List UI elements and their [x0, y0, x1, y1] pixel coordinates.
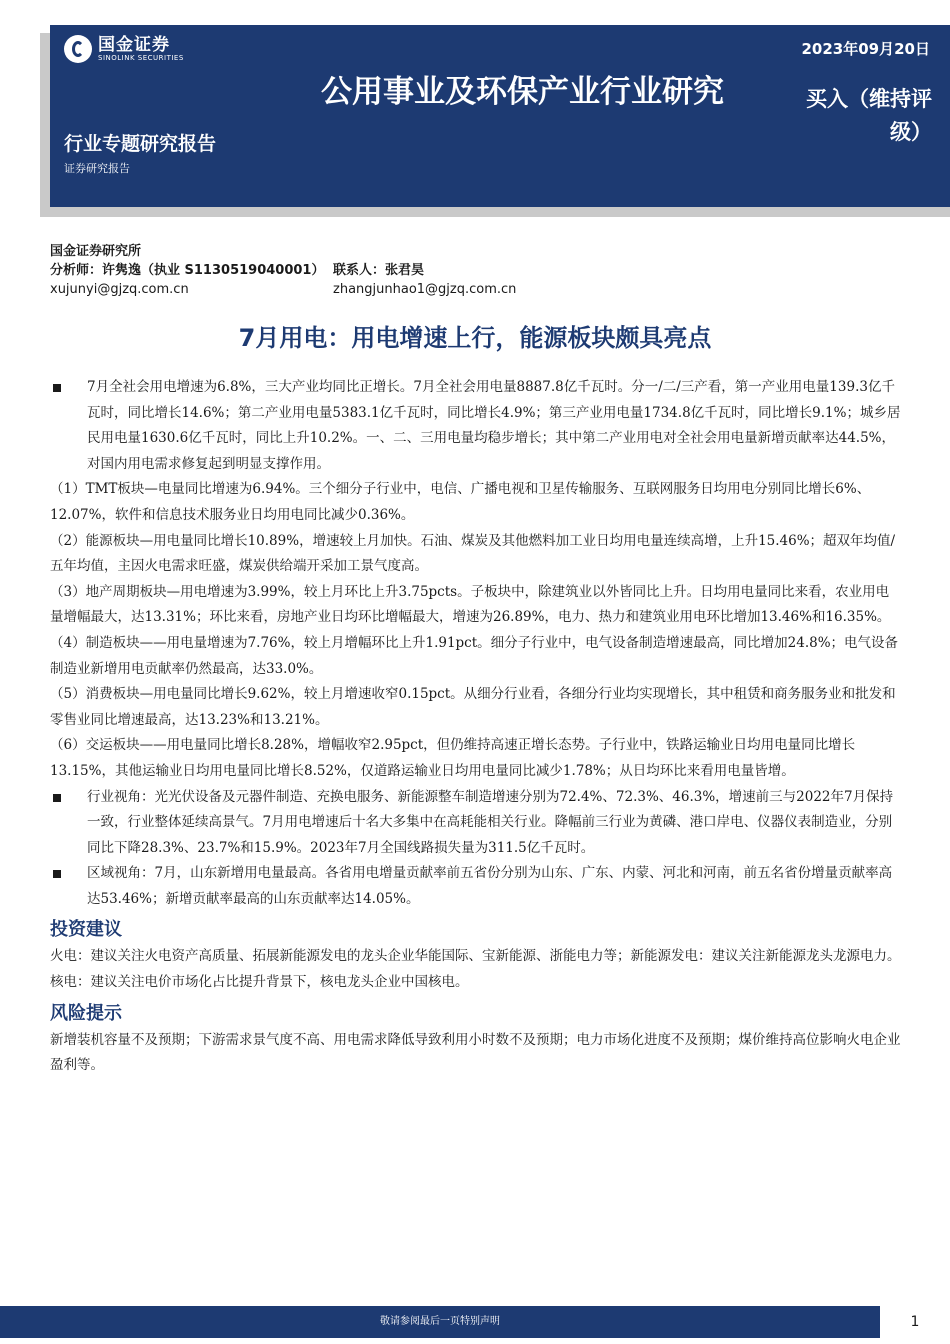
- industry-bullet: [50, 785, 902, 862]
- bullet-square-icon: [53, 794, 61, 802]
- bullet-text: 行业视角：光光伏设备及元器件制造、充换电服务、新能源整车制造增速分别为72.4%、72.3%、46.3%，增速前三与2022年7月保持一致，行业整体延续高景气。7月用电增速后十名大多集中在高耗能相关行业。降幅前三行业为黄磷、港口岸电、仪器仪表制造业，分别同比下降28.3%、23.7%和15.9%。2023年7月全国线路损失量为311.5亿千瓦时。: [87, 788, 894, 856]
- report-date: 2023年09月20日: [801, 40, 930, 58]
- brand-logo: [64, 35, 184, 63]
- headline: 7月用电：用电增速上行，能源板块颇具亮点: [238, 324, 712, 352]
- contact-info: [333, 261, 516, 299]
- contact-email[interactable]: zhangjunhao1@gjzq.com.cn: [333, 282, 517, 297]
- analyst-line: 分析师：许隽逸（执业 S1130519040001）: [50, 263, 325, 278]
- logo-name-cn: 国金证券: [98, 34, 170, 55]
- sector-paragraph-energy: （2）能源板块—用电量同比增长10.89%，增速较上月加快。石油、煤炭及其他燃料加工业日均用电量连续高增，上升15.46%；超双年均值/五年均值，主因火电需求旺盛，煤炭供给端开采加工景气度高。: [50, 532, 896, 575]
- risk-text: 新增装机容量不及预期；下游需求景气度不高、用电需求降低导致利用小时数不及预期；电力市场化进度不及预期；煤价维持高位影响火电企业盈利等。: [50, 1031, 901, 1074]
- contact-line: 联系人：张君昊: [333, 263, 425, 278]
- sector-paragraph-tmt: （1）TMT板块—电量同比增速为6.94%。三个细分子行业中，电信、广播电视和卫星传输服务、互联网服务日均用电分别同比增长6%、12.07%，软件和信息技术服务业日均用电同比减少0.36%。: [50, 481, 871, 523]
- bullet-square-icon: [53, 870, 61, 878]
- summary-bullet: [50, 375, 902, 477]
- sector-paragraph-consumer: （5）消费板块—用电量同比增长9.62%，较上月增速收窄0.15pct。从细分行业看，各细分行业均实现增长，其中租赁和商务服务业和批发和零售业同比增速最高，达13.23%和13.21%。: [50, 686, 896, 728]
- report-title: 公用事业及环保产业行业研究: [321, 74, 724, 110]
- report-subtype: 证券研究报告: [64, 162, 130, 175]
- report-body: [50, 375, 902, 1079]
- report-banner: [50, 25, 950, 207]
- sector-paragraph-property: （3）地产周期板块—用电增速为3.99%，较上月环比上升3.75pcts。子板块中，除建筑业以外皆同比上升。日均用电量同比来看，农业用电量增幅最大，达13.31%；环比来看，房地产业日均环比增幅最大，增速为26.89%，电力、热力和建筑业用电环比增加13.46%和16.35%。: [50, 583, 891, 626]
- sector-paragraph-transport: （6）交运板块——用电量同比增长8.28%，增幅收窄2.95pct，但仍维持高速正增长态势。子行业中，铁路运输业日均用电量同比增长13.15%，其他运输业日均用电量同比增长8.52%，仅道路运输业日均用电量同比减少1.78%；从日均环比来看用电量皆增。: [50, 737, 856, 779]
- footer-notice: 敬请参阅最后一页特别声明: [0, 1306, 880, 1338]
- bullet-square-icon: [53, 384, 61, 392]
- bullet-text: 区域视角：7月，山东新增用电量最高。各省用电增量贡献率前五省份分别为山东、广东、内蒙、河北和河南，前五名省份增量贡献率高达53.46%；新增贡献率最高的山东贡献率达14.05%。: [87, 865, 893, 907]
- region-bullet: [50, 861, 902, 912]
- investment-text: 火电：建议关注火电资产高质量、拓展新能源发电的龙头企业华能国际、宝新能源、浙能电力等；新能源发电：建议关注新能源龙头龙源电力。核电：建议关注电价市场化占比提升背景下，核电龙头企业中国核电。: [50, 948, 901, 991]
- sector-paragraph-manufacturing: （4）制造板块——用电量增速为7.76%，较上月增幅环比上升1.91pct。细分子行业中，电气设备制造增速最高，同比增加24.8%；电气设备制造业新增用电贡献率仍然最高，达33.0%。: [50, 634, 899, 677]
- rating-badge: 买入（维持评级）: [806, 87, 932, 144]
- page-number: 1: [910, 1314, 920, 1330]
- analyst-email[interactable]: xujunyi@gjzq.com.cn: [50, 282, 189, 297]
- logo-name-en: SINOLINK SECURITIES: [98, 53, 184, 62]
- bullet-text: 7月全社会用电增速为6.8%，三大产业均同比正增长。7月全社会用电量8887.8亿千瓦时。分一/二/三产看，第一产业用电量139.3亿千瓦时，同比增长14.6%；第二产业用电量5383.1亿千瓦时，同比增长4.9%；第三产业用电量1734.8亿千瓦时，同比增长9.1%；城乡居民用电量1630.6亿千瓦时，同比上升10.2%。一、二、三用电量均稳步增长；其中第二产业用电对全社会用电量新增贡献率达44.5%，对国内用电需求修复起到明显支撑作用。: [87, 379, 901, 472]
- report-type: 行业专题研究报告: [64, 133, 217, 155]
- author-info: [50, 242, 324, 299]
- institute-name: 国金证券研究所: [50, 244, 142, 259]
- investment-heading: 投资建议: [50, 919, 122, 941]
- logo-mark-icon: [64, 35, 92, 63]
- risk-heading: 风险提示: [50, 1002, 122, 1024]
